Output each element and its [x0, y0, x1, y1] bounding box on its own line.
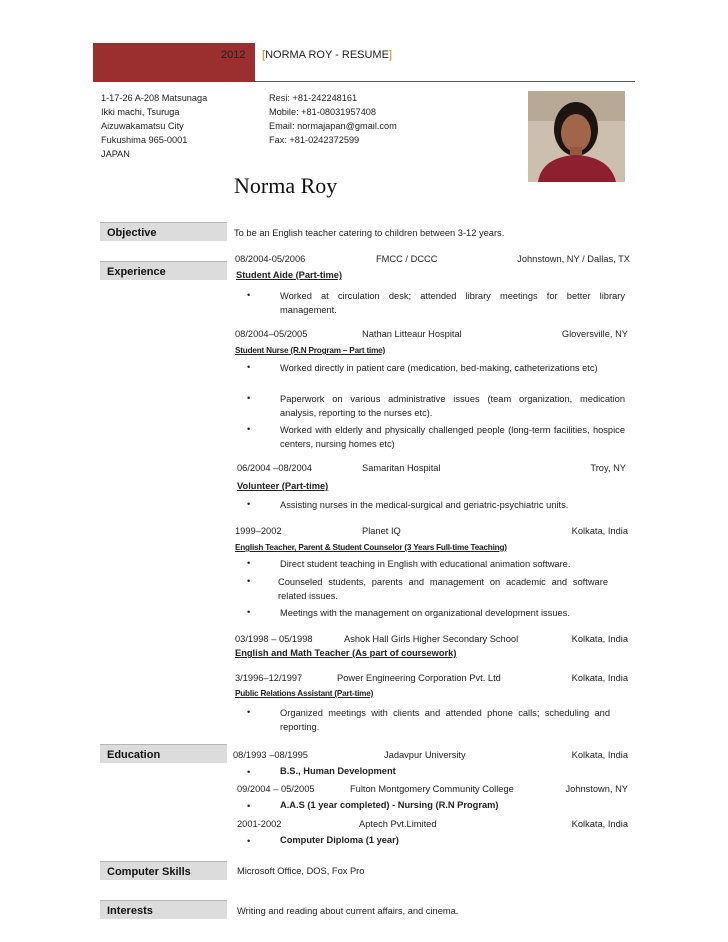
bullet: •: [247, 290, 251, 300]
job-org: Power Engineering Corporation Pvt. Ltd: [337, 673, 501, 683]
job-bullet: Direct student teaching in English with educational animation software.: [280, 559, 571, 569]
bracket-close: ]: [388, 49, 392, 61]
address-line: 1-17-26 A-208 Matsunaga: [101, 93, 208, 103]
edu-degree: B.S., Human Development: [280, 766, 396, 776]
job-org: Samaritan Hospital: [362, 463, 441, 473]
fax: Fax: +81-0242372599: [269, 135, 360, 145]
job-org: Planet IQ: [362, 526, 401, 536]
job-bullet: Counseled students, parents and management on academic and software related issues.: [278, 577, 608, 601]
resume-title: NORMA ROY - RESUME: [265, 49, 389, 61]
address-line: JAPAN: [101, 149, 130, 159]
job-dates: 08/2004–05/2005: [235, 329, 308, 339]
job-org: FMCC / DCCC: [376, 254, 438, 264]
job-location: Kolkata, India: [571, 526, 628, 536]
job-location: Gloversville, NY: [561, 329, 628, 339]
job-bullet: Organized meetings with clients and attended phone calls; scheduling and reporting.: [280, 708, 610, 732]
job-dates: 3/1996–12/1997: [235, 673, 303, 683]
bullet: •: [247, 558, 251, 568]
job-role: Student Nurse (R.N Program – Part time): [235, 346, 386, 355]
postal-address: [101, 91, 261, 161]
bullet: •: [247, 767, 251, 777]
edu-degree: Computer Diploma (1 year): [280, 835, 399, 845]
job-org: Ashok Hall Girls Higher Secondary School: [344, 634, 519, 644]
bullet: •: [247, 424, 251, 434]
address-line: Ikki machi, Tsuruga: [101, 107, 180, 117]
section-education: Education: [100, 744, 227, 763]
job-dates: 1999–2002: [235, 526, 282, 536]
job-dates: 03/1998 – 05/1998: [235, 634, 313, 644]
computer-skills-text: Microsoft Office, DOS, Fox Pro: [237, 866, 365, 876]
bullet: •: [247, 801, 251, 811]
contact-info: [269, 91, 489, 147]
email: Email: normajapan@gmail.com: [269, 121, 397, 131]
job-location: Kolkata, India: [571, 634, 628, 644]
edu-degree: A.A.S (1 year completed) - Nursing (R.N Program): [280, 800, 499, 810]
job-role: English Teacher, Parent & Student Counselor (3 Years Full-time Teaching): [235, 543, 507, 552]
edu-location: Johnstown, NY: [565, 784, 628, 794]
header-title: [262, 49, 392, 61]
header-rule: [255, 81, 635, 82]
edu-org: Fulton Montgomery Community College: [350, 784, 514, 794]
edu-dates: 2001-2002: [237, 819, 282, 829]
job-bullet: Meetings with the management on organizational development issues.: [280, 608, 570, 618]
job-location: Johnstown, NY / Dallas, TX: [517, 254, 630, 264]
job-bullet: Assisting nurses in the medical-surgical and geriatric-psychiatric units.: [280, 500, 569, 510]
job-bullet: Paperwork on various administrative issues (team organization, medication analysis, reporting to the nurses etc).: [280, 394, 625, 418]
objective-text: To be an English teacher catering to children between 3-12 years.: [234, 228, 505, 238]
bullet: •: [247, 393, 251, 403]
bullet: •: [247, 362, 251, 372]
section-experience: Experience: [100, 261, 227, 280]
edu-org: Aptech Pvt.Limited: [359, 819, 437, 829]
section-interests: Interests: [100, 900, 227, 919]
phone-mobile: Mobile: +81-08031957408: [269, 107, 377, 117]
edu-dates: 08/1993 –08/1995: [233, 750, 308, 760]
job-location: Troy, NY: [590, 463, 626, 473]
edu-location: Kolkata, India: [571, 750, 628, 760]
edu-dates: 09/2004 – 05/2005: [237, 784, 315, 794]
job-role: Student Aide (Part-time): [236, 270, 343, 280]
job-org: Nathan Litteaur Hospital: [362, 329, 462, 339]
bullet: •: [247, 576, 251, 586]
address-line: Aizuwakamatsu City: [101, 121, 184, 131]
bullet: •: [247, 607, 251, 617]
section-objective: Objective: [100, 222, 227, 241]
job-bullet: Worked directly in patient care (medication, bed-making, catheterizations etc): [280, 363, 598, 373]
edu-location: Kolkata, India: [571, 819, 628, 829]
job-location: Kolkata, India: [571, 673, 628, 683]
interests-text: Writing and reading about current affairs, and cinema.: [237, 906, 459, 916]
bullet: •: [247, 836, 251, 846]
bullet: •: [247, 707, 251, 717]
job-role: Public Relations Assistant (Part-time): [235, 689, 374, 698]
job-role: English and Math Teacher (As part of coursework): [235, 648, 457, 658]
job-dates: 08/2004-05/2006: [235, 254, 306, 264]
bullet: •: [247, 499, 251, 509]
candidate-name: Norma Roy: [234, 173, 338, 198]
job-bullet: Worked at circulation desk; attended library meetings for better library management.: [280, 291, 625, 315]
header-year: 2012: [221, 49, 246, 61]
address-line: Fukushima 965-0001: [101, 135, 188, 145]
section-computer-skills: Computer Skills: [100, 861, 227, 880]
job-dates: 06/2004 –08/2004: [237, 463, 312, 473]
bracket-open: [: [262, 49, 266, 61]
phone-residence: Resi: +81-242248161: [269, 93, 358, 103]
edu-org: Jadavpur University: [384, 750, 466, 760]
job-role: Volunteer (Part-time): [237, 481, 329, 491]
profile-photo: [528, 91, 625, 182]
job-bullet: Worked with elderly and physically challenged people (long-term facilities, hospice centers, nursing homes etc): [280, 425, 625, 449]
